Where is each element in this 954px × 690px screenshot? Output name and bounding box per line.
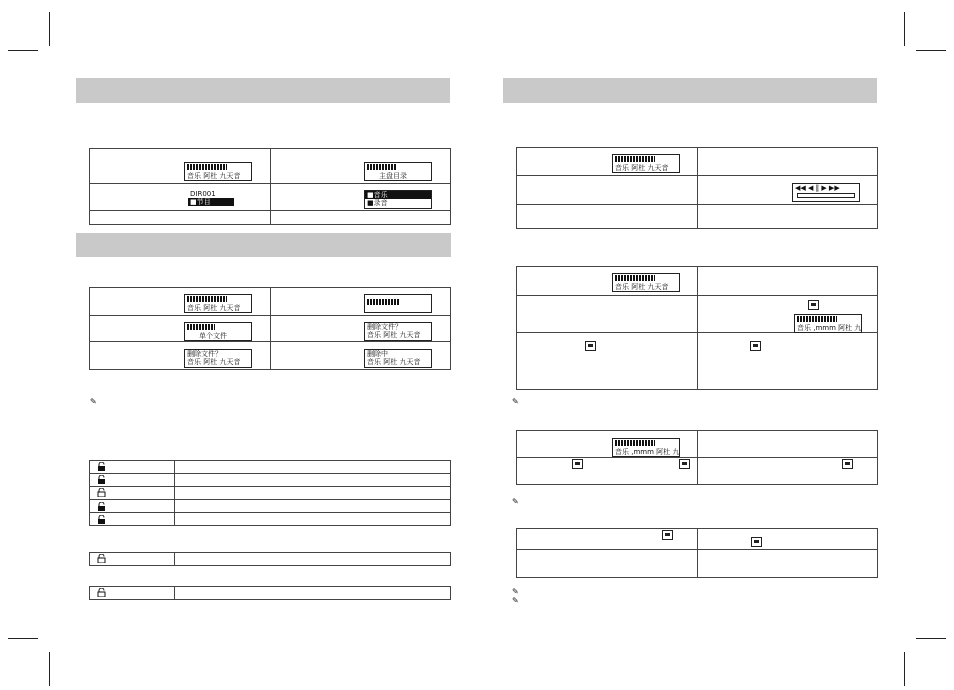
lock-icon [97,502,106,511]
lcd-line: 音乐 ,mmm 阿杜 九 [615,448,680,456]
menu-icon [662,530,673,540]
lcd-table-5 [516,430,878,485]
menu-icon [679,459,690,469]
lcd-screen [184,294,252,313]
menu-icon [751,537,762,547]
icon-table [89,460,451,526]
lcd-line: 音乐 ,mmm 阿杜 九 [797,324,862,332]
lcd-screen [364,190,432,209]
icon-table-single [89,586,451,600]
menu-icon [585,341,596,351]
note-icon: ✎ [512,497,519,506]
lcd-screen [184,162,252,181]
unlock-icon [97,475,106,484]
lcd-line: 音乐 阿杜 九天音 [615,283,669,291]
lcd-screen [188,190,248,207]
menu-icon [842,459,853,469]
lcd-line: DIR001 [190,190,216,198]
lock-icon [97,462,106,471]
lcd-line: 音乐 阿杜 九天音 [367,358,421,366]
note-icon: ✎ [512,397,519,406]
lcd-line: 删除文件？ [367,323,402,331]
lcd-screen [794,314,862,333]
crop-mark [49,12,50,46]
section-header-bar [503,78,877,103]
section-header-bar [76,233,451,257]
lcd-line: 音乐 阿杜 九天音 [187,358,241,366]
lcd-table-1 [89,148,451,225]
note-icon: ✎ [512,587,519,596]
crop-mark [8,50,38,51]
note-icon: ✎ [90,397,97,406]
crop-mark [916,638,946,639]
menu-icon [572,459,583,469]
lcd-line: ■音乐 [365,191,431,199]
section-header-bar [76,78,450,103]
lcd-line: 删除文件？ [187,350,222,358]
lcd-line: 删除中 [367,350,388,358]
icon-table-single [89,552,451,566]
menu-icon [750,341,761,351]
crop-mark [49,652,50,686]
lcd-line: ◀◀ ◀ ‖ ▶ ▶▶ [795,184,840,192]
lcd-screen [612,154,680,173]
lcd-line: ■节目 [188,198,234,206]
lcd-screen [612,438,680,457]
progress-track [797,193,855,198]
crop-mark [8,638,38,639]
note-icon: ✎ [512,596,519,605]
lcd-line: 音乐 阿杜 九天音 [187,172,241,180]
crop-mark [916,50,946,51]
lcd-table-6 [516,528,878,578]
lcd-screen [184,322,252,341]
lcd-screen [612,273,680,292]
lcd-line: 单个文件 [199,332,227,340]
lcd-line: ■录音 [367,199,388,207]
lcd-line: 主盘目录 [379,172,407,180]
lcd-screen [364,294,432,313]
lock-icon [97,488,106,497]
unlock-icon [97,588,106,597]
lcd-line: 音乐 阿杜 九天音 [187,304,241,312]
lcd-screen [364,349,432,368]
lcd-screen [364,162,432,181]
lcd-screen [184,349,252,368]
crop-mark [904,12,905,46]
lcd-line: 音乐 阿杜 九天音 [367,331,421,339]
crop-mark [904,652,905,686]
menu-icon [808,300,819,310]
progress-lcd [792,183,860,202]
lcd-line: 音乐 阿杜 九天音 [615,164,669,172]
lcd-screen [364,322,432,341]
lock-icon [97,554,106,563]
lock-icon [97,515,106,524]
